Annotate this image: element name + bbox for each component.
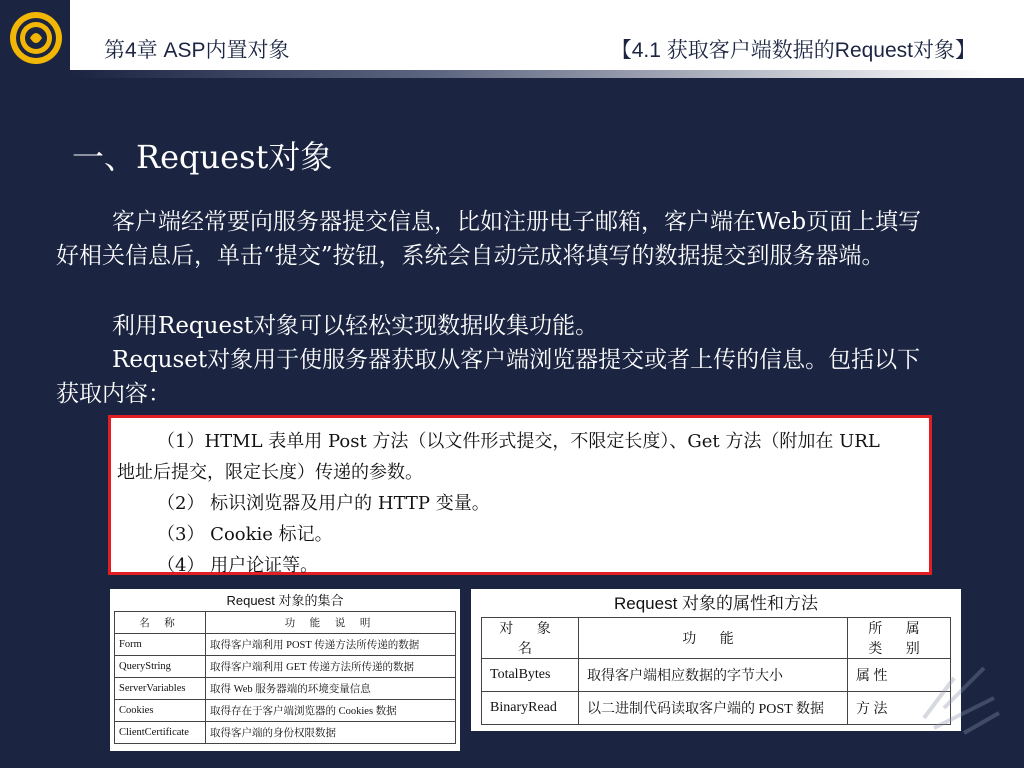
properties-table [481, 617, 951, 725]
table-cell: ServerVariables [115, 678, 206, 700]
page-heading: 一、Request对象 [72, 138, 333, 176]
table-cell: TotalBytes [482, 659, 579, 692]
table-cell: Cookies [115, 700, 206, 722]
table-cell: 取得客户端的身份权限数据 [206, 722, 456, 744]
table-row [115, 722, 456, 744]
column-header: 功 能 说 明 [206, 612, 456, 634]
table-cell: 取得客户端利用 GET 传递方法所传递的数据 [206, 656, 456, 678]
chapter-title: 第4章 ASP内置对象 [104, 39, 290, 62]
collections-table-title: Request 对象的集合 [226, 593, 344, 608]
table-header-row [482, 618, 951, 659]
list-item: （3） Cookie 标记。 [157, 524, 333, 545]
table-cell: 取得 Web 服务器端的环境变量信息 [206, 678, 456, 700]
section-title: 【4.1 获取客户端数据的Request对象】 [610, 39, 976, 62]
collections-table-card [110, 589, 460, 751]
table-row [482, 659, 951, 692]
table-cell: QueryString [115, 656, 206, 678]
column-header: 所 属 类 别 [848, 618, 951, 659]
table-cell: 方 法 [848, 692, 951, 725]
logo-area [0, 0, 70, 78]
list-item: （1）HTML 表单用 Post 方法（以文件形式提交，不限定长度）、Get 方法（附加在 URL [157, 431, 880, 452]
table-row [482, 692, 951, 725]
list-item: （2） 标识浏览器及用户的 HTTP 变量。 [157, 493, 490, 514]
table-cell: ClientCertificate [115, 722, 206, 744]
properties-table-title: Request 对象的属性和方法 [613, 594, 819, 613]
paragraph-collect: 利用Request对象可以轻松实现数据收集功能。 [112, 313, 599, 339]
properties-table-card [471, 589, 961, 731]
column-header: 对 象 名 [482, 618, 579, 659]
university-logo-icon [8, 10, 64, 66]
table-row [115, 634, 456, 656]
column-header: 名 称 [115, 612, 206, 634]
decorative-calligraphy-icon [914, 658, 1004, 738]
table-row [115, 656, 456, 678]
table-cell: 属 性 [848, 659, 951, 692]
column-header: 功 能 [579, 618, 848, 659]
paragraph-purpose: Requset对象用于使服务器获取从客户端浏览器提交或者上传的信息。包括以下获取内容： [56, 347, 921, 407]
collections-table [114, 611, 456, 744]
list-item-continued: 地址后提交，限定长度）传递的参数。 [117, 462, 423, 483]
table-cell: 取得客户端利用 POST 传递方法所传递的数据 [206, 634, 456, 656]
table-row [115, 700, 456, 722]
table-cell: BinaryRead [482, 692, 579, 725]
list-item: （4） 用户论证等。 [157, 555, 319, 576]
table-row [115, 678, 456, 700]
table-cell: Form [115, 634, 206, 656]
table-cell: 取得客户端相应数据的字节大小 [579, 659, 848, 692]
header-gradient-line [70, 70, 988, 78]
table-cell: 以二进制代码读取客户端的 POST 数据 [579, 692, 848, 725]
table-header-row [115, 612, 456, 634]
table-cell: 取得存在于客户端浏览器的 Cookies 数据 [206, 700, 456, 722]
highlight-box [108, 415, 932, 575]
paragraph-intro: 客户端经常要向服务器提交信息，比如注册电子邮箱，客户端在Web页面上填写好相关信息后，单击“提交”按钮，系统会自动完成将填写的数据提交到服务器端。 [56, 209, 922, 269]
